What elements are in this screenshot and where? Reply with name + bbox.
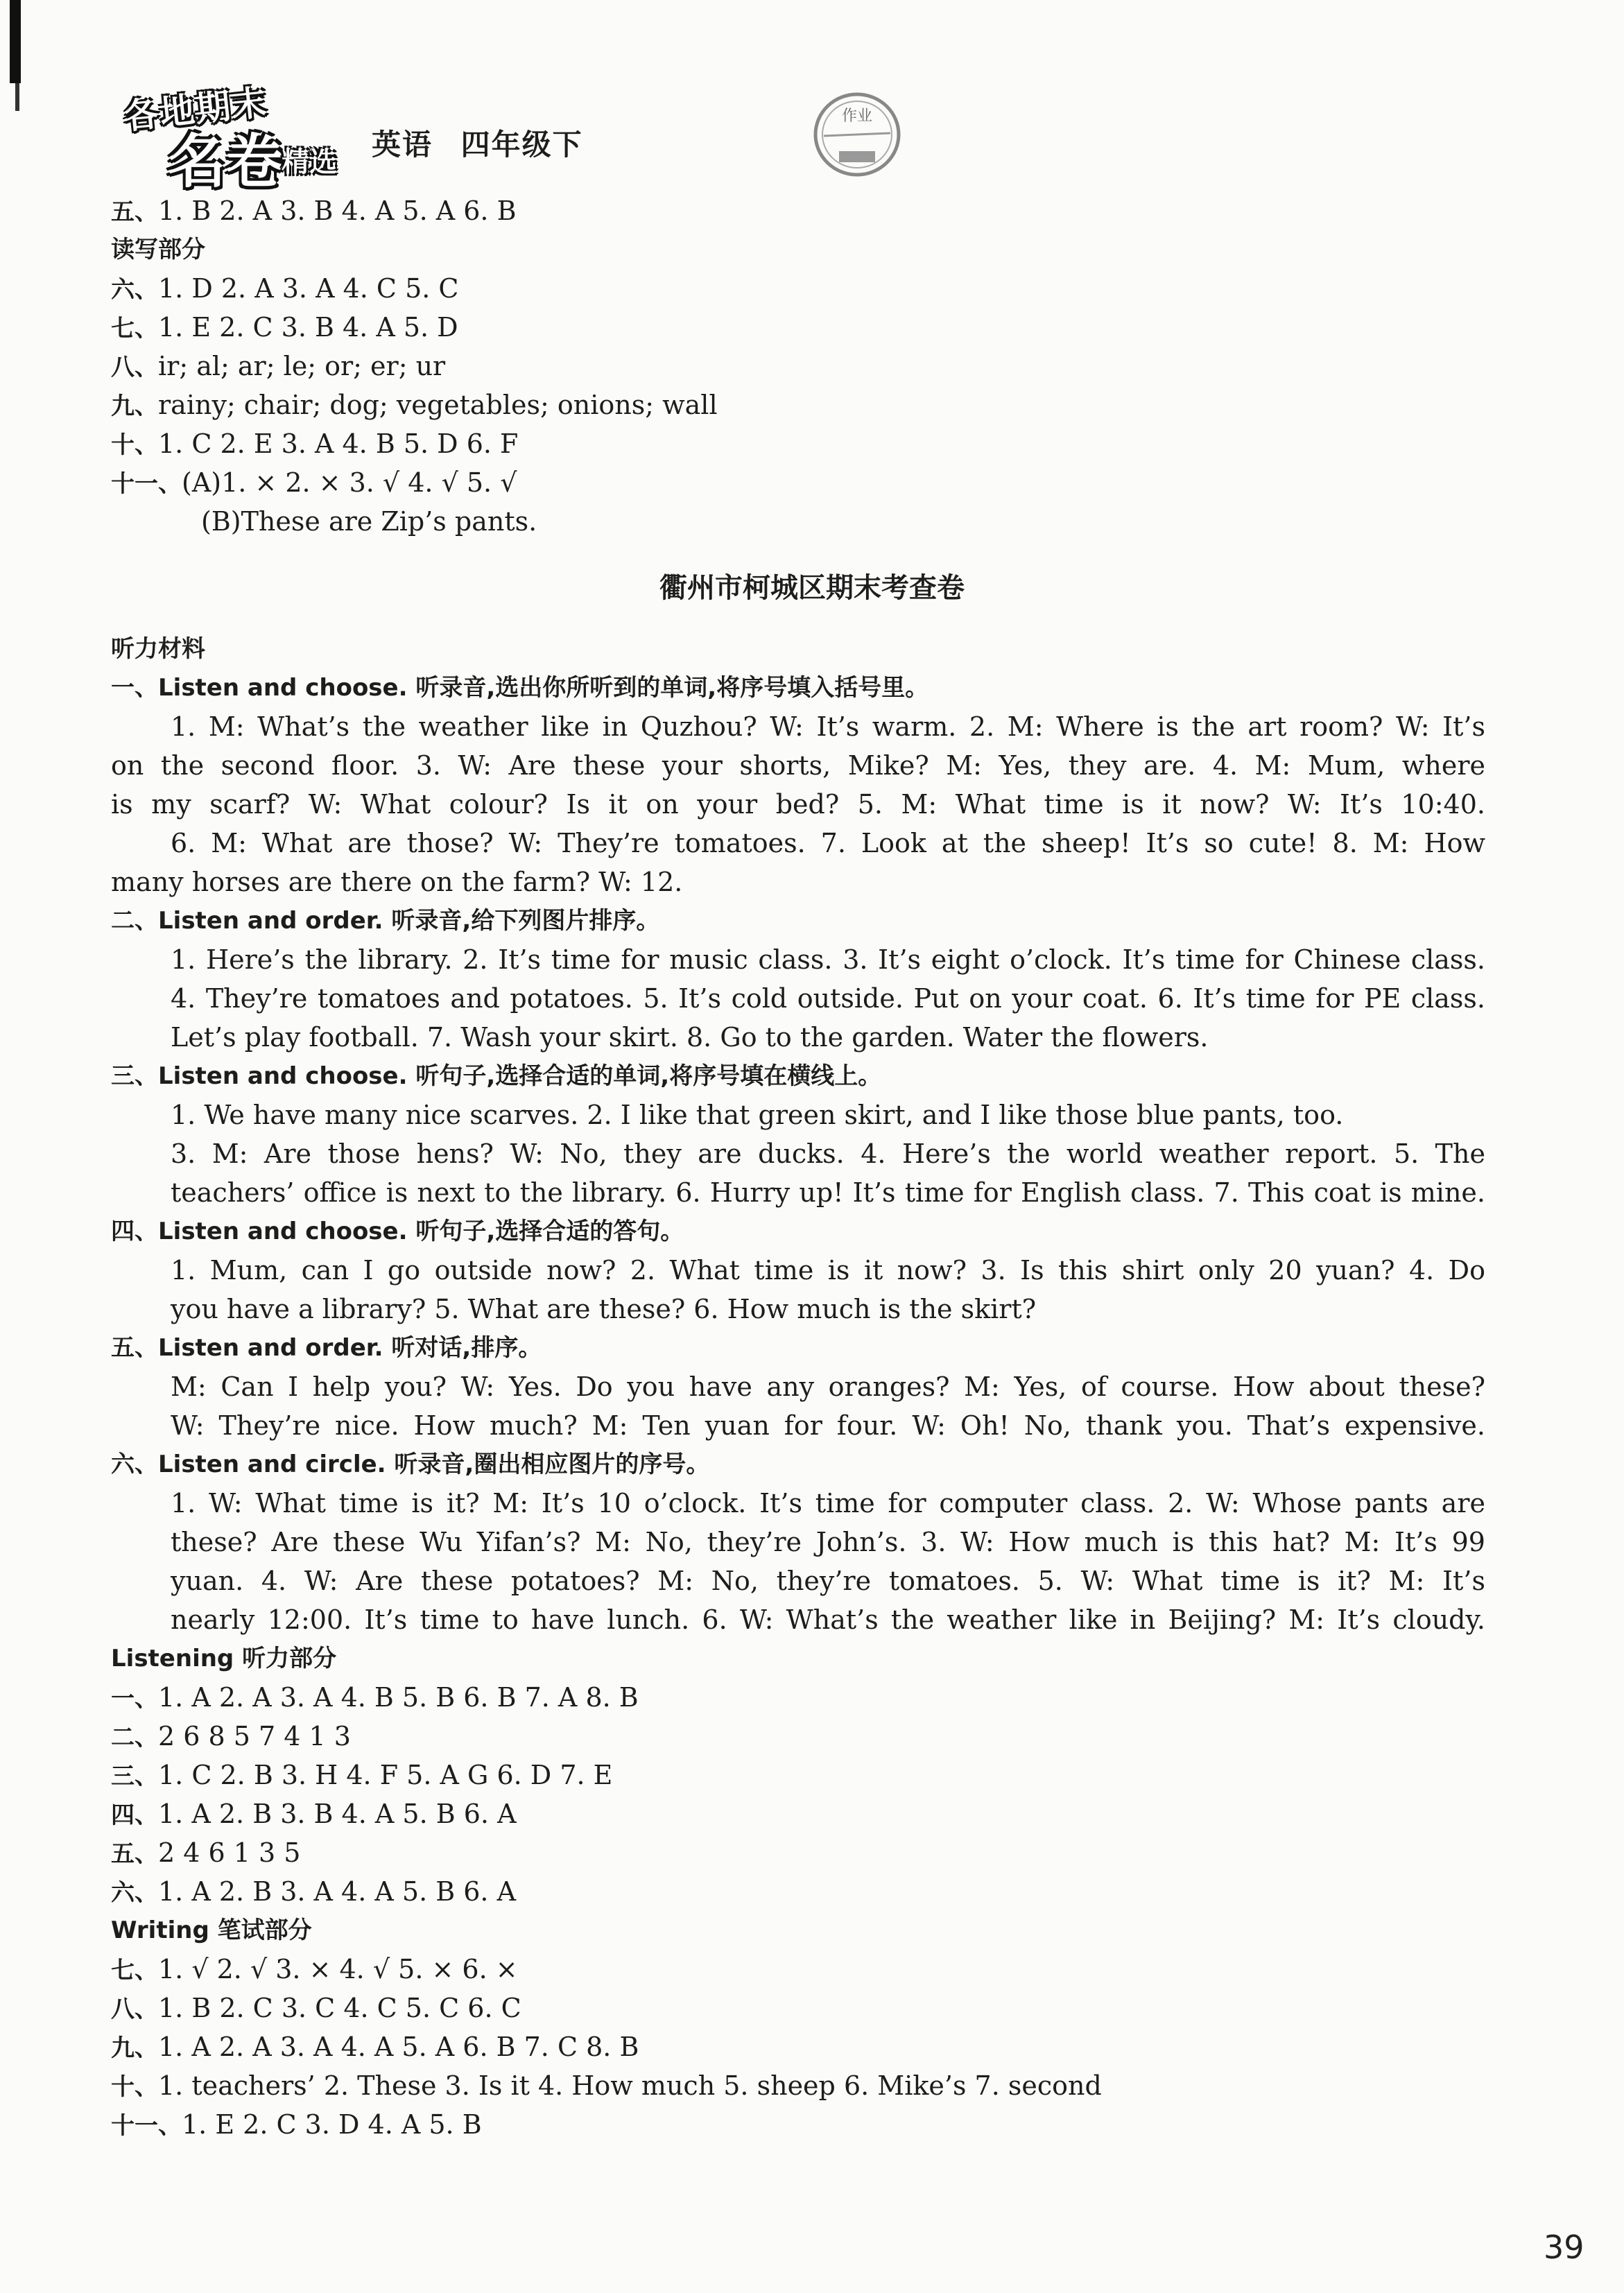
- logo-line-2: 名卷: [168, 128, 285, 196]
- transcript-line: 4. They’re tomatoes and potatoes. 5. It’s cold outside. Put on your coat. 6. It’s time for PE class.: [171, 983, 1485, 1014]
- section-heading: 一、Listen and choose. 听录音,选出你所听到的单词,将序号填入括号里。: [111, 674, 929, 702]
- transcript-line: 1. Mum, can I go outside now? 2. What time is it now? 3. Is this shirt only 20 yuan? 4. Do: [171, 1255, 1485, 1286]
- transcript-line: these? Are these Wu Yifan’s? M: No, they’re John’s. 3. W: How much is this hat? M: It’s 99: [171, 1527, 1485, 1557]
- transcript-line: teachers’ office is next to the library. 6. Hurry up! It’s time for English class. 7. This coat is mine.: [171, 1177, 1485, 1208]
- section-heading: 六、Listen and circle. 听录音,圈出相应图片的序号。: [111, 1451, 710, 1478]
- listening-part-heading: Listening 听力部分: [111, 1645, 337, 1672]
- answer-row: 九、rainy; chair; dog; vegetables; onions; wall: [111, 390, 718, 420]
- transcript-line: many horses are there on the farm? W: 12.: [111, 867, 683, 897]
- transcript-line: yuan. 4. W: Are these potatoes? M: No, they’re tomatoes. 5. W: What time is it? M: It’s: [171, 1566, 1485, 1596]
- transcript-line: 6. M: What are those? W: They’re tomatoes. 7. Look at the sheep! It’s so cute! 8. M: How: [171, 828, 1485, 858]
- transcript-line: 1. W: What time is it? M: It’s 10 o’clock. It’s time for computer class. 2. W: Whose pants are: [171, 1488, 1485, 1518]
- section-heading: 四、Listen and choose. 听句子,选择合适的答句。: [111, 1218, 684, 1245]
- answer-row: 四、1. A 2. B 3. B 4. A 5. B 6. A: [111, 1799, 517, 1829]
- answer-row: 八、1. B 2. C 3. C 4. C 5. C 6. C: [111, 1993, 521, 2023]
- transcript-line: on the second floor. 3. W: Are these your shorts, Mike? M: Yes, they are. 4. M: Mum, where: [111, 750, 1485, 781]
- writing-part-heading: Writing 笔试部分: [111, 1916, 312, 1944]
- answer-row: 七、1. E 2. C 3. B 4. A 5. D: [111, 312, 458, 343]
- answer-row: 二、2 6 8 5 7 4 1 3: [111, 1721, 351, 1751]
- section-label: 读写部分: [111, 236, 205, 263]
- logo-line-1: 各地期末: [121, 82, 270, 137]
- transcript-line: 1. We have many nice scarves. 2. I like that green skirt, and I like those blue pants, too.: [171, 1100, 1344, 1130]
- binding-edge: [10, 0, 21, 83]
- section-heading: 五、Listen and order. 听对话,排序。: [111, 1334, 542, 1362]
- transcript-line: you have a library? 5. What are these? 6. How much is the skirt?: [171, 1294, 1037, 1324]
- logo-line-3: 精选: [282, 146, 337, 178]
- answer-row: 九、1. A 2. A 3. A 4. A 5. A 6. B 7. C 8. B: [111, 2032, 639, 2062]
- section-heading: 二、Listen and order. 听录音,给下列图片排序。: [111, 907, 660, 935]
- answer-row: 十一、(A)1. × 2. × 3. √ 4. √ 5. √: [111, 467, 517, 498]
- homework-stamp-icon: [809, 87, 906, 184]
- subject-grade: 英语 四年级下: [372, 128, 583, 162]
- stamp-text: 作业: [841, 107, 873, 125]
- transcript-line: 1. M: What’s the weather like in Quzhou? W: It’s warm. 2. M: Where is the art room? W: It’s: [171, 711, 1485, 742]
- transcript-line: is my scarf? W: What colour? Is it on your bed? 5. M: What time is it now? W: It’s 10:40.: [111, 789, 1485, 820]
- exam-title: 衢州市柯城区期末考查卷: [659, 572, 965, 604]
- transcript-line: 3. M: Are those hens? W: No, they are ducks. 4. Here’s the world weather report. 5. The: [171, 1139, 1485, 1169]
- listening-material-heading: 听力材料: [111, 635, 205, 663]
- transcript-line: 1. Here’s the library. 2. It’s time for music class. 3. It’s eight o’clock. It’s time for Chinese class.: [171, 944, 1485, 975]
- series-logo: [116, 82, 352, 196]
- answer-row: 五、1. B 2. A 3. B 4. A 5. A 6. B: [111, 196, 517, 226]
- answer-row: 六、1. D 2. A 3. A 4. C 5. C: [111, 273, 459, 304]
- page-number: 39: [1544, 2229, 1584, 2266]
- answer-row: 十、1. C 2. E 3. A 4. B 5. D 6. F: [111, 429, 519, 459]
- section-heading: 三、Listen and choose. 听句子,选择合适的单词,将序号填在横线上。: [111, 1062, 882, 1090]
- binding-edge-mark: [15, 83, 19, 111]
- transcript-line: Let’s play football. 7. Wash your skirt. 8. Go to the garden. Water the flowers.: [171, 1022, 1209, 1053]
- answer-row: 八、ir; al; ar; le; or; er; ur: [111, 351, 446, 381]
- answer-row: 六、1. A 2. B 3. A 4. A 5. B 6. A: [111, 1876, 517, 1907]
- transcript-line: W: They’re nice. How much? M: Ten yuan for four. W: Oh! No, thank you. That’s expensive.: [171, 1410, 1485, 1441]
- transcript-line: M: Can I help you? W: Yes. Do you have any oranges? M: Yes, of course. How about these?: [171, 1372, 1485, 1402]
- transcript-line: nearly 12:00. It’s time to have lunch. 6. W: What’s the weather like in Beijing? M: It’s cloudy.: [171, 1604, 1485, 1635]
- answer-row: 一、1. A 2. A 3. A 4. B 5. B 6. B 7. A 8. B: [111, 1682, 639, 1713]
- answer-row: 七、1. √ 2. √ 3. × 4. √ 5. × 6. ×: [111, 1954, 518, 1984]
- answer-row: 十、1. teachers’ 2. These 3. Is it 4. How much 5. sheep 6. Mike’s 7. second: [111, 2070, 1102, 2101]
- answer-row: 五、2 4 6 1 3 5: [111, 1837, 301, 1868]
- answer-row: (B)These are Zip’s pants.: [201, 506, 537, 537]
- answer-row: 三、1. C 2. B 3. H 4. F 5. A G 6. D 7. E: [111, 1760, 613, 1790]
- answer-row: 十一、1. E 2. C 3. D 4. A 5. B: [111, 2109, 482, 2140]
